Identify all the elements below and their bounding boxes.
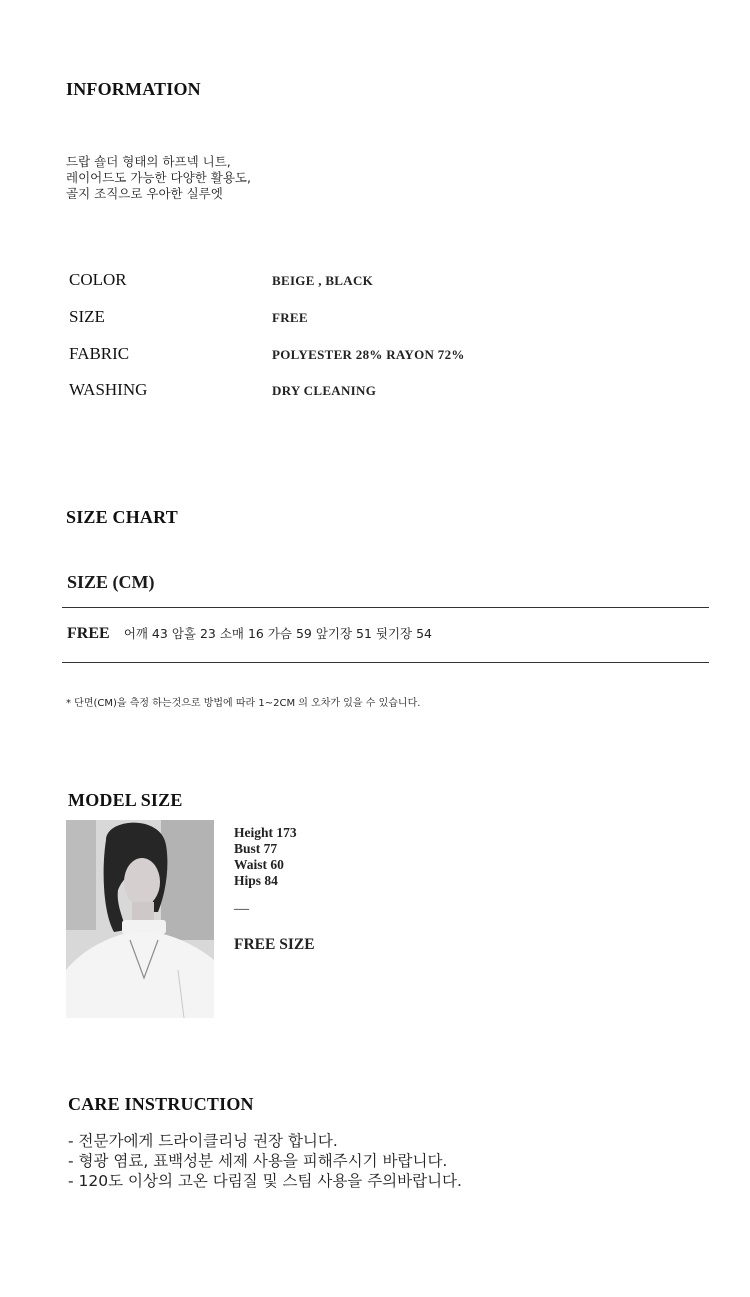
spec-value-color: BEIGE , BLACK	[272, 273, 374, 288]
size-table-row	[67, 624, 432, 643]
model-waist: Waist 60	[234, 857, 284, 872]
measurement-note: * 단면(CM)을 측정 하는것으로 방법에 따라 1~2CM 의 오차가 있을 수 있습니다.	[66, 698, 421, 709]
model-height: Height 173	[234, 825, 297, 840]
size-unit-heading: SIZE (CM)	[67, 572, 155, 592]
description-line: 드랍 숄더 형태의 하프넥 니트,	[66, 154, 231, 169]
model-measurements	[234, 825, 297, 889]
model-worn-size: FREE SIZE	[234, 936, 315, 953]
model-bust: Bust 77	[234, 841, 278, 856]
spec-label-fabric: FABRIC	[69, 344, 130, 363]
spec-value-fabric: POLYESTER 28% RAYON 72%	[272, 347, 465, 362]
spec-label-washing: WASHING	[69, 380, 148, 399]
care-instruction-list	[68, 1131, 462, 1191]
description-line: 골지 조직으로 우아한 실루엣	[66, 186, 223, 201]
model-photo	[66, 820, 214, 1018]
care-line: - 형광 염료, 표백성분 세제 사용을 피해주시기 바랍니다.	[68, 1152, 448, 1170]
size-chart-heading: SIZE CHART	[66, 507, 178, 527]
model-photo-image	[66, 820, 214, 1018]
size-table-bottom-rule	[62, 662, 709, 663]
size-table-measurements: 어깨 43 암홀 23 소매 16 가슴 59 앞기장 51 뒷기장 54	[123, 626, 433, 641]
product-description	[66, 154, 251, 202]
spec-label-color: COLOR	[69, 270, 127, 289]
spec-value-size: FREE	[272, 310, 308, 325]
model-hips: Hips 84	[234, 873, 278, 888]
care-instruction-heading: CARE INSTRUCTION	[68, 1094, 254, 1114]
model-divider-dash: —	[234, 901, 249, 917]
size-table-size: FREE	[67, 625, 110, 642]
description-line: 레이어드도 가능한 다양한 활용도,	[66, 170, 251, 185]
spec-value-washing: DRY CLEANING	[272, 383, 377, 398]
care-line: - 전문가에게 드라이클리닝 권장 합니다.	[68, 1132, 338, 1150]
size-table-top-rule	[62, 607, 709, 608]
spec-label-size: SIZE	[69, 307, 105, 326]
model-size-heading: MODEL SIZE	[68, 790, 183, 810]
care-line: - 120도 이상의 고온 다림질 및 스팀 사용을 주의바랍니다.	[68, 1172, 462, 1190]
information-heading: INFORMATION	[66, 79, 201, 99]
